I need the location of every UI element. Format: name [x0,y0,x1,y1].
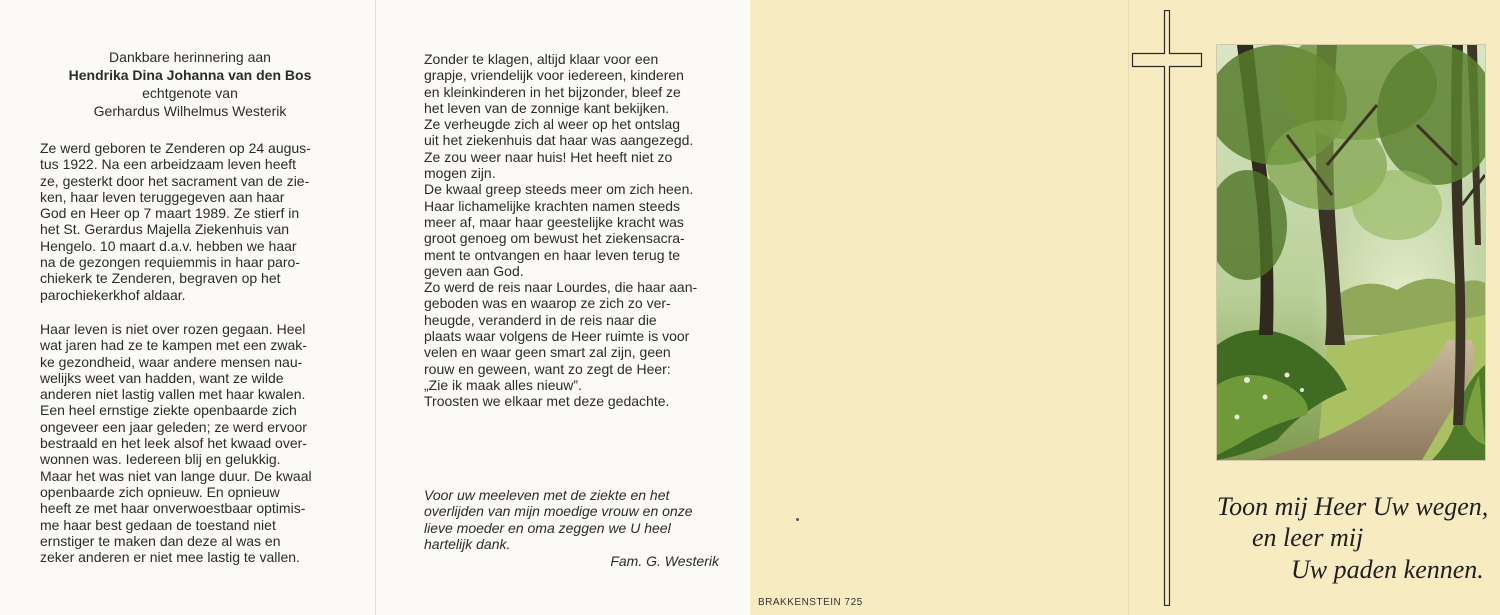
text-line: hartelijk dank. [424,535,511,552]
text-line: anderen niet lastig vallen met haar kwalen. [40,386,306,403]
spouse-name: Gerhardus Wilhelmus Westerik [93,103,287,119]
text-line: Troosten we elkaar met deze gedachte. [424,393,670,410]
biography-paragraph-1 [40,140,338,303]
text-line: Ze verheugde zich al weer op het ontslag [424,116,681,133]
text-line: geboden was en waarop ze zich zo ver- [424,295,671,312]
text-line: parochiekerkhof aldaar. [40,286,186,303]
text-line: Een heel ernstige ziekte openbaarde zich [40,402,297,419]
text-line: wonnen was. Iedereen blij en gelukkig. [40,451,281,468]
text-line: welijks weet van hadden, want ze wilde [40,369,284,386]
text-line: en kleinkinderen in het bijzonder, bleef ze [424,83,681,100]
text-line: na de gezongen requiemmis in haar paro- [40,254,300,271]
memorial-card-front [1128,0,1500,615]
text-line: Zonder te klagen, altijd klaar voor een [424,51,659,67]
text-line: ongeveer een jaar geleden; ze werd ervoor [40,418,307,435]
text-line: zeker anderen er niet mee lastig te vallen. [40,549,300,566]
text-line: overlijden van mijn moedige vrouw en onze [424,503,693,520]
text-line: bestraald en het leek alsof het kwaad over- [40,435,307,452]
text-line: heeft ze met haar onverwoestbaar optimis- [40,500,306,517]
text-line: het leven van de zonnige kant bekijken. [424,99,670,116]
memorial-header [40,48,340,120]
text-line: het St. Gerardus Majella Ziekenhuis van [40,221,290,238]
text-line: De kwaal greep steeds meer om zich heen. [424,181,694,198]
verse-line-2: en leer mij [1252,523,1364,552]
text-line: groot genoeg om bewust het ziekensacra- [424,230,685,247]
text-line: ment te ontvangen en haar leven terug te [424,246,681,263]
text-line: me haar best gedaan de toestand niet [40,516,276,533]
text-line: Haar lichamelijke krachten namen steeds [424,197,681,214]
text-line: grapje, vriendelijk voor iedereen, kinderen [424,67,684,84]
publisher-imprint: BRAKKENSTEIN 725 [758,597,863,608]
text-line: uit het ziekenhuis dat haar was aangezegd. [424,132,694,149]
tribute-text [424,51,724,410]
print-speck [796,518,799,521]
text-line: Haar leven is niet over rozen gegaan. Heel [40,321,306,337]
text-line: ken, haar leven teruggegeven aan haar [40,188,285,205]
text-line: lieve moeder en oma zeggen we U heel [424,519,671,536]
country-road-photo [1217,45,1485,460]
memorial-card-inner-left [0,0,375,615]
thank-you-note [424,487,721,552]
text-line: Voor uw meeleven met de ziekte en het [424,487,670,503]
verse-line-3: Uw paden kennen. [1291,555,1484,584]
text-line: Ze werd geboren te Zenderen op 24 augus- [40,140,311,156]
family-signature: Fam. G. Westerik [610,553,719,569]
text-line: Maar het was niet van lange duur. De kwaal [40,467,312,484]
text-line: meer af, maar haar geestelijke kracht was [424,213,684,230]
memorial-card-back [750,0,1128,615]
relation-line: echtgenote van [142,85,238,101]
text-line: velen en waar geen smart zal zijn, geen [424,344,671,361]
deceased-name: Hendrika Dina Johanna van den Bos [68,67,312,83]
text-line: God en Heer op 7 maart 1989. Ze stierf in [40,205,300,222]
text-line: plaats waar volgens de Heer ruimte is voor [424,328,690,345]
cross-icon [1129,10,1209,606]
memorial-card-inner-right [375,0,750,615]
text-line: geven aan God. [424,262,524,279]
text-line: Ze zou weer naar huis! Het heeft niet zo [424,148,673,165]
verse-line-1: Toon mij Heer Uw wegen, [1217,492,1489,521]
text-line: ke gezondheid, waar andere mensen nau- [40,353,303,370]
text-line: rouw en geween, want zo zegt de Heer: [424,360,671,377]
text-line: Hengelo. 10 maart d.a.v. hebben we haar [40,237,297,254]
intro-line: Dankbare herinnering aan [109,49,271,65]
text-line: tus 1922. Na een arbeidzaam leven heeft [40,156,297,173]
biography-paragraph-2 [40,321,338,565]
text-line: heugde, veranderd in de reis naar die [424,311,657,328]
text-line: ernstiger te maken dan deze al was en [40,532,281,549]
text-line: chiekerk te Zenderen, begraven op het [40,270,281,287]
text-line: Zo werd de reis naar Lourdes, die haar aan- [424,279,698,296]
text-line: mogen zijn. [424,165,496,182]
text-line: ze, gesterkt door het sacrament van de zie- [40,172,310,189]
text-line: wat jaren had ze te kampen met een zwak- [40,337,307,354]
text-line: openbaarde zich opnieuw. En opnieuw [40,483,280,500]
text-line: „Zie ik maak alles nieuw”. [424,376,582,393]
